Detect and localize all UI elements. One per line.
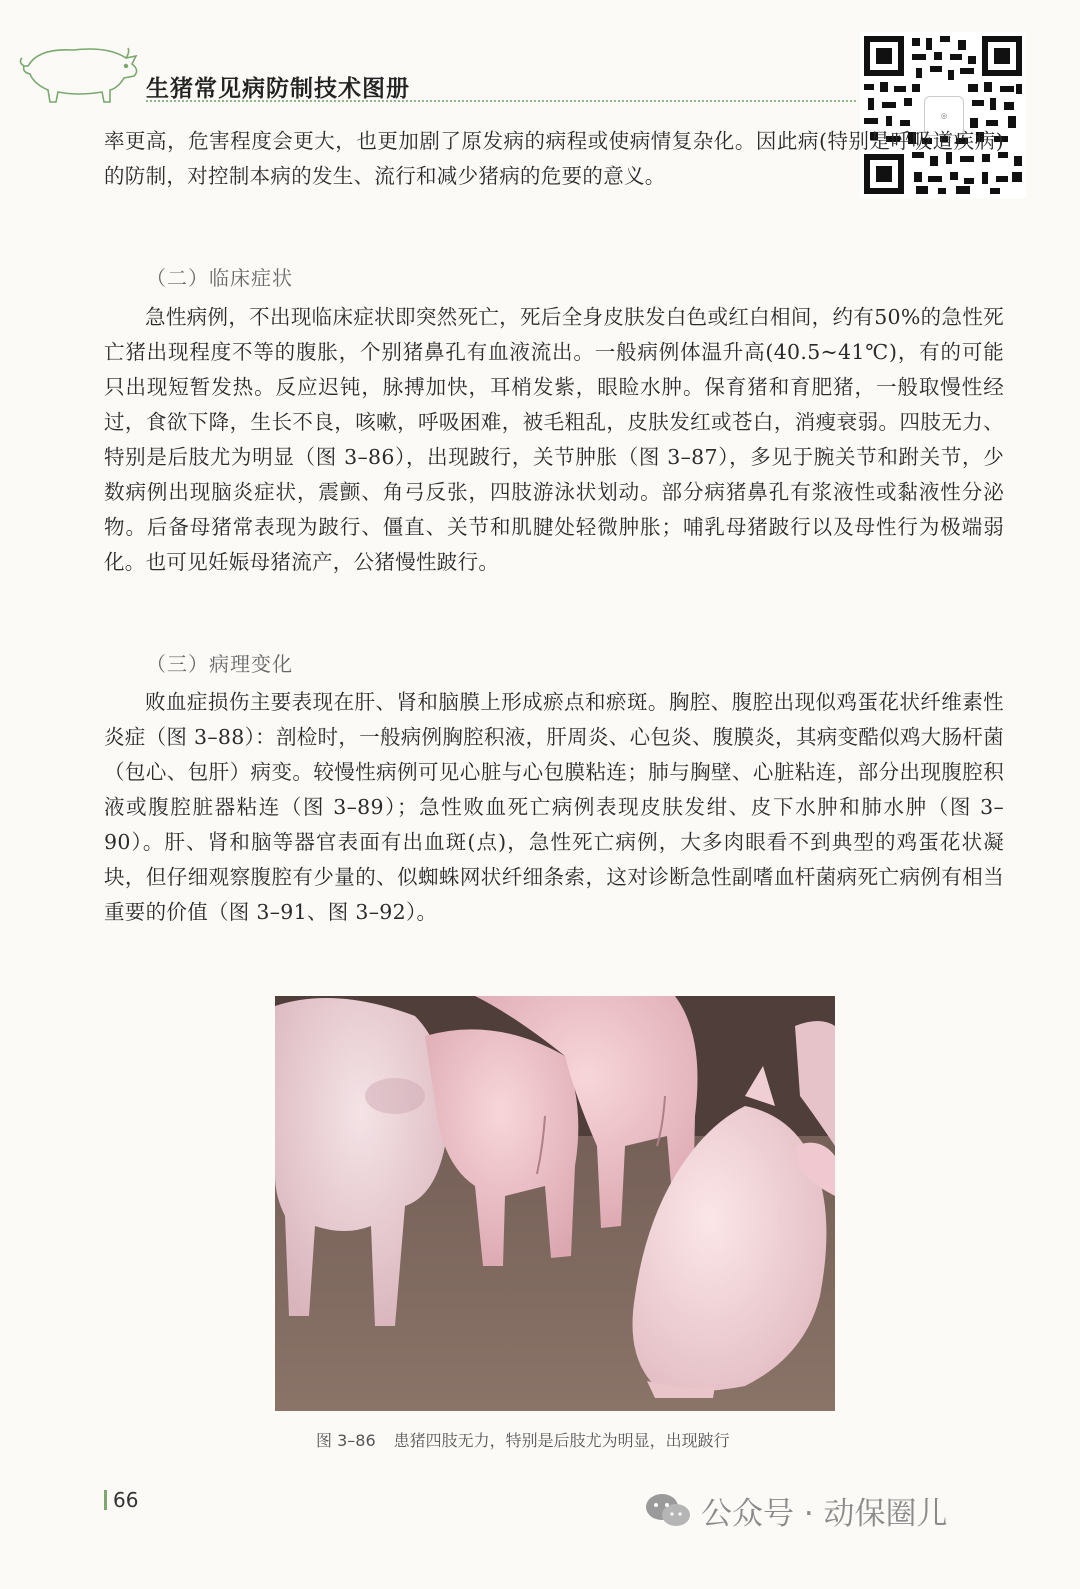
wechat-watermark (645, 1488, 948, 1533)
figure-photo-pigs (275, 996, 835, 1411)
pig-logo-icon (18, 36, 148, 106)
intro-paragraph: 率更高，危害程度会更大，也更加剧了原发病的病程或使病情复杂化。因此病(特别是呼吸道疾病)的防制，对控制本病的发生、流行和减少猪病的危要的意义。 (104, 129, 1004, 188)
header-divider (146, 100, 856, 102)
section-title-clinical-symptoms: （二）临床症状 (146, 266, 293, 290)
page-number-text: 66 (113, 1488, 139, 1512)
figure-caption (316, 1428, 730, 1451)
clinical-symptoms-paragraph: 急性病例，不出现临床症状即突然死亡，死后全身皮肤发白色或红白相间，约有50%的急性死亡猪出现程度不等的腹胀，个别猪鼻孔有血液流出。一般病例体温升高(40.5~41℃)，有的可能只出现短暂发热。反应迟钝，脉搏加快，耳梢发紫，眼睑水肿。保育猪和育肥猪，一般取慢性经过，食欲下降，生长不良，咳嗽，呼吸困难，被毛粗乱，皮肤发红或苍白，消瘦衰弱。四肢无力、特别是后肢尤为明显（图 3–86），出现跛行，关节肿胀（图 3–87），多见于腕关节和跗关节，少数病例出现脑炎症状，震颤、角弓反张，四肢游泳状划动。部分病猪鼻孔有浆液性或黏液性分泌物。后备母猪常表现为跛行、僵直、关节和肌腱处轻微肿胀；哺乳母猪跛行以及母性行为极端弱化。也可见妊娠母猪流产，公猪慢性跛行。 (104, 305, 1004, 574)
pathological-changes-paragraph: 败血症损伤主要表现在肝、肾和脑膜上形成瘀点和瘀斑。胸腔、腹腔出现似鸡蛋花状纤维素性炎症（图 3–88）：剖检时，一般病例胸腔积液，肝周炎、心包炎、腹膜炎，其病变酷似鸡大肠杆菌（包心、包肝）病变。较慢性病例可见心脏与心包膜粘连；肺与胸壁、心脏粘连，部分出现腹腔积液或腹腔脏器粘连（图 3–89）；急性败血死亡病例表现皮肤发绀、皮下水肿和肺水肿（图 3–90）。肝、肾和脑等器官表面有出血斑(点)，急性死亡病例，大多肉眼看不到典型的鸡蛋花状凝块，但仔细观察腹腔有少量的、似蜘蛛网状纤细条索，这对诊断急性副嗜血杆菌病死亡病例有相当重要的价值（图 3–91、图 3–92）。 (104, 690, 1004, 924)
pigs-photo-image (275, 996, 835, 1411)
section-title-pathological-changes: （三）病理变化 (146, 652, 293, 676)
figure-number: 图 3–86 (316, 1431, 376, 1450)
watermark-text: 公众号 · 动保圈儿 (701, 1496, 948, 1532)
qr-center-logo: ◎ (924, 96, 964, 136)
figure-caption-text: 患猪四肢无力，特别是后肢尤为明显，出现跛行 (393, 1431, 730, 1450)
running-header-title: 生猪常见病防制技术图册 (146, 75, 410, 102)
wechat-icon (645, 1492, 691, 1530)
page-number-bar (104, 1490, 107, 1510)
page-number (104, 1488, 138, 1512)
